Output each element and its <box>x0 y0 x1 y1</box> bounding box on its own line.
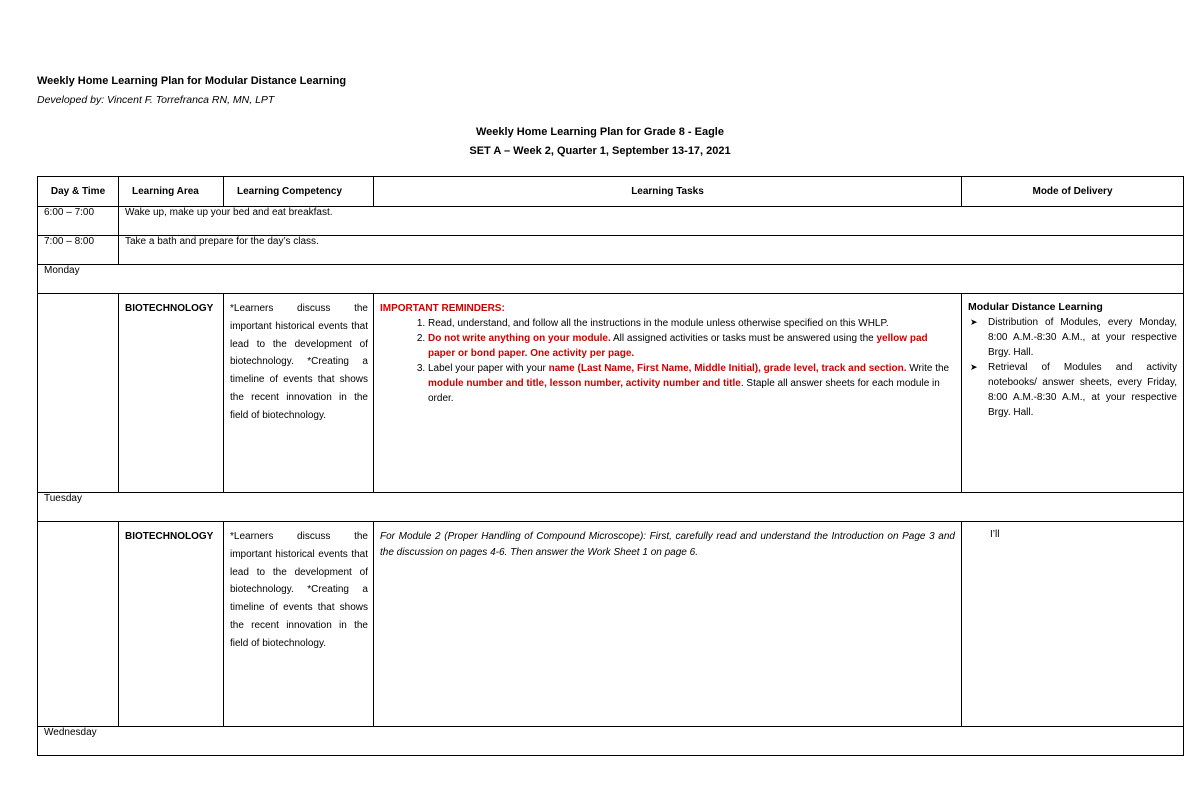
list-item: ➤ Retrieval of Modules and activity notebooks/ answer sheets, every Friday, 8:00 A.M.-8:30 A.M., at your respective Brgy. Hall. <box>988 360 1177 420</box>
task-highlight: name (Last Name, First Name, Middle Initial), grade level, track and section. <box>548 363 907 374</box>
table-row <box>38 265 1184 294</box>
document-header-title: Weekly Home Learning Plan for Modular Distance Learning <box>37 75 347 87</box>
mode-of-delivery-cell: I’ll <box>962 522 1184 727</box>
header-learning-area: Learning Area <box>119 177 224 207</box>
mode-title: Modular Distance Learning <box>968 301 1103 313</box>
task-list <box>380 316 955 406</box>
table-row <box>38 493 1184 522</box>
list-item <box>428 316 955 331</box>
day-label-monday: Monday <box>38 265 1184 294</box>
table-row <box>38 236 1184 265</box>
day-label-tuesday: Tuesday <box>38 493 1184 522</box>
learning-competency-cell: *Learners discuss the important historical events that lead to the development of biotechnology. *Creating a timeline of events that shows the recent innovation in the field of biotechnology. <box>224 294 374 493</box>
task-text: . Staple all answer sheets for each module in order. <box>428 378 940 404</box>
task-text: Read, understand, and follow all the instructions in the module unless otherwise specified on this WHLP. <box>428 318 889 329</box>
list-item <box>428 361 955 406</box>
table-row <box>38 294 1184 493</box>
mode-of-delivery-cell <box>962 294 1184 493</box>
table-header-row <box>38 177 1184 207</box>
day-time-cell <box>38 294 119 493</box>
day-time-cell <box>38 522 119 727</box>
table-row <box>38 727 1184 756</box>
header-learning-competency: Learning Competency <box>224 177 374 207</box>
header-day-time: Day & Time <box>38 177 119 207</box>
task-highlight: module number and title, lesson number, activity number and title <box>428 378 741 389</box>
learning-competency-cell: *Learners discuss the important historical events that lead to the development of biotechnology. *Creating a timeline of events that shows the recent innovation in the field of biotechnology. <box>224 522 374 727</box>
plan-title: Weekly Home Learning Plan for Grade 8 - Eagle <box>476 126 724 138</box>
task-text: Write the <box>906 363 950 374</box>
schedule-time: 7:00 – 8:00 <box>38 236 119 265</box>
reminders-title: IMPORTANT REMINDERS: <box>380 303 505 314</box>
task-text: Label your paper with your <box>428 363 549 374</box>
header-learning-tasks: Learning Tasks <box>374 177 962 207</box>
table-row <box>38 207 1184 236</box>
task-text: All assigned activities or tasks must be answered using the <box>610 333 877 344</box>
document-author: Developed by: Vincent F. Torrefranca RN, MN, LPT <box>37 94 275 106</box>
learning-area-cell: BIOTECHNOLOGY <box>119 294 224 493</box>
learning-tasks-cell: For Module 2 (Proper Handling of Compound Microscope): First, carefully read and understand the Introduction on Page 3 and the discussion on pages 4-6. Then answer the Work Sheet 1 on page 6. <box>374 522 962 727</box>
task-highlight: Do not write anything on your module. <box>428 333 611 344</box>
table-row <box>38 522 1184 727</box>
learning-plan-table <box>37 176 1184 756</box>
plan-subtitle: SET A – Week 2, Quarter 1, September 13-17, 2021 <box>469 145 731 157</box>
day-label-wednesday: Wednesday <box>38 727 1184 756</box>
list-item: ➤ Distribution of Modules, every Monday, 8:00 A.M.-8:30 A.M., at your respective Brgy. Hall. <box>988 315 1177 360</box>
schedule-time: 6:00 – 7:00 <box>38 207 119 236</box>
learning-tasks-cell <box>374 294 962 493</box>
schedule-activity: Take a bath and prepare for the day’s class. <box>119 236 1184 265</box>
learning-area-cell: BIOTECHNOLOGY <box>119 522 224 727</box>
schedule-activity: Wake up, make up your bed and eat breakfast. <box>119 207 1184 236</box>
mode-list <box>968 315 1177 420</box>
header-mode-of-delivery: Mode of Delivery <box>962 177 1184 207</box>
task-highlight: yellow pad paper or bond paper. One activity per page. <box>428 333 928 359</box>
list-item <box>428 331 955 361</box>
